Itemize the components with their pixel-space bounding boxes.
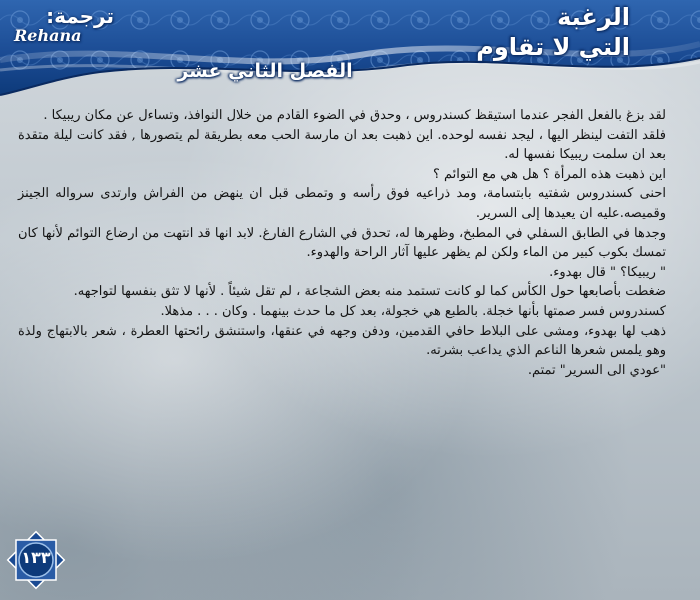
paragraph: احنى كسندروس شفتيه بابتسامة، ومد ذراعيه فوق رأسه و وتمطى قبل ان ينهض من الفراش وارتدى سرواله الجينز وقميصه.عليه ان يعيدها إلى السرير. [18,186,666,221]
paragraph: اين ذهبت هذه المرأة ؟ هل هي مع التوائم ؟ [433,166,666,182]
paragraph: " ريبيكا؟ " قال بهدوء. [549,264,666,280]
paragraph: كسندروس فسر صمتها بأنها خجلة. بالطبع هي خجولة، بعد كل ما حدث بينهما . وكان . . . مذهلا. [160,303,666,319]
paragraph: ضغطت بأصابعها حول الكأس كما لو كانت تستمد منه بعض الشجاعة ، لم تقل شيئاً . لأنها لا تثق بنفسها لتواجهه. [73,284,666,300]
paragraph: لقد بزغ بالفعل الفجر عندما استيقظ كسندروس ، وحدق في الضوء القادم من خلال النوافذ، وتساءل عن مكان ريبيكا . [43,108,666,123]
paragraph: وجدها في الطابق السفلي في المطبخ، وظهرها له، تحدق في الشارع الفارغ. لابد انها قد انتهت من ارضاع التوائم لأنها كان تمسك بكوب كبير من الماء ولكن لم يظهر عليها آثار الراحة والهدوء. [18,225,666,261]
paragraph: "عودي الى السرير" تمتم. [527,362,666,378]
book-title [476,2,630,62]
page-number: ١٣٣ [21,548,51,567]
paragraph: ذهب لها بهدوء، ومشى على البلاط حافي القدمين، ودفن وجهه في عنقها، واستنشق رائحتها العطرة ، شعر بالابتهاج ولذة وهو يلمس شعرها الناعم الذي يداعب بشرته. [18,323,666,359]
paragraph: فلقد التفت لينظر اليها ، ليجد نفسه لوحده. اين ذهبت بعد ان مارسة الحب معه بطريقة لم يتصورها , فقد كانت ليلة متقدة بعد ان سلمت ريبيكا نفسها له. [18,127,666,163]
title-line-1: الرغبة [557,3,630,31]
translator-name: Rehana [14,26,82,45]
chapter-text [18,106,666,380]
chapter-title: الفصل الثاني عشر [177,60,353,82]
translator-credit [14,4,114,45]
header-banner [0,0,700,100]
translator-label: ترجمة: [46,4,114,28]
title-line-2: التي لا تقاوم [476,33,630,61]
page-number-badge [4,528,68,592]
